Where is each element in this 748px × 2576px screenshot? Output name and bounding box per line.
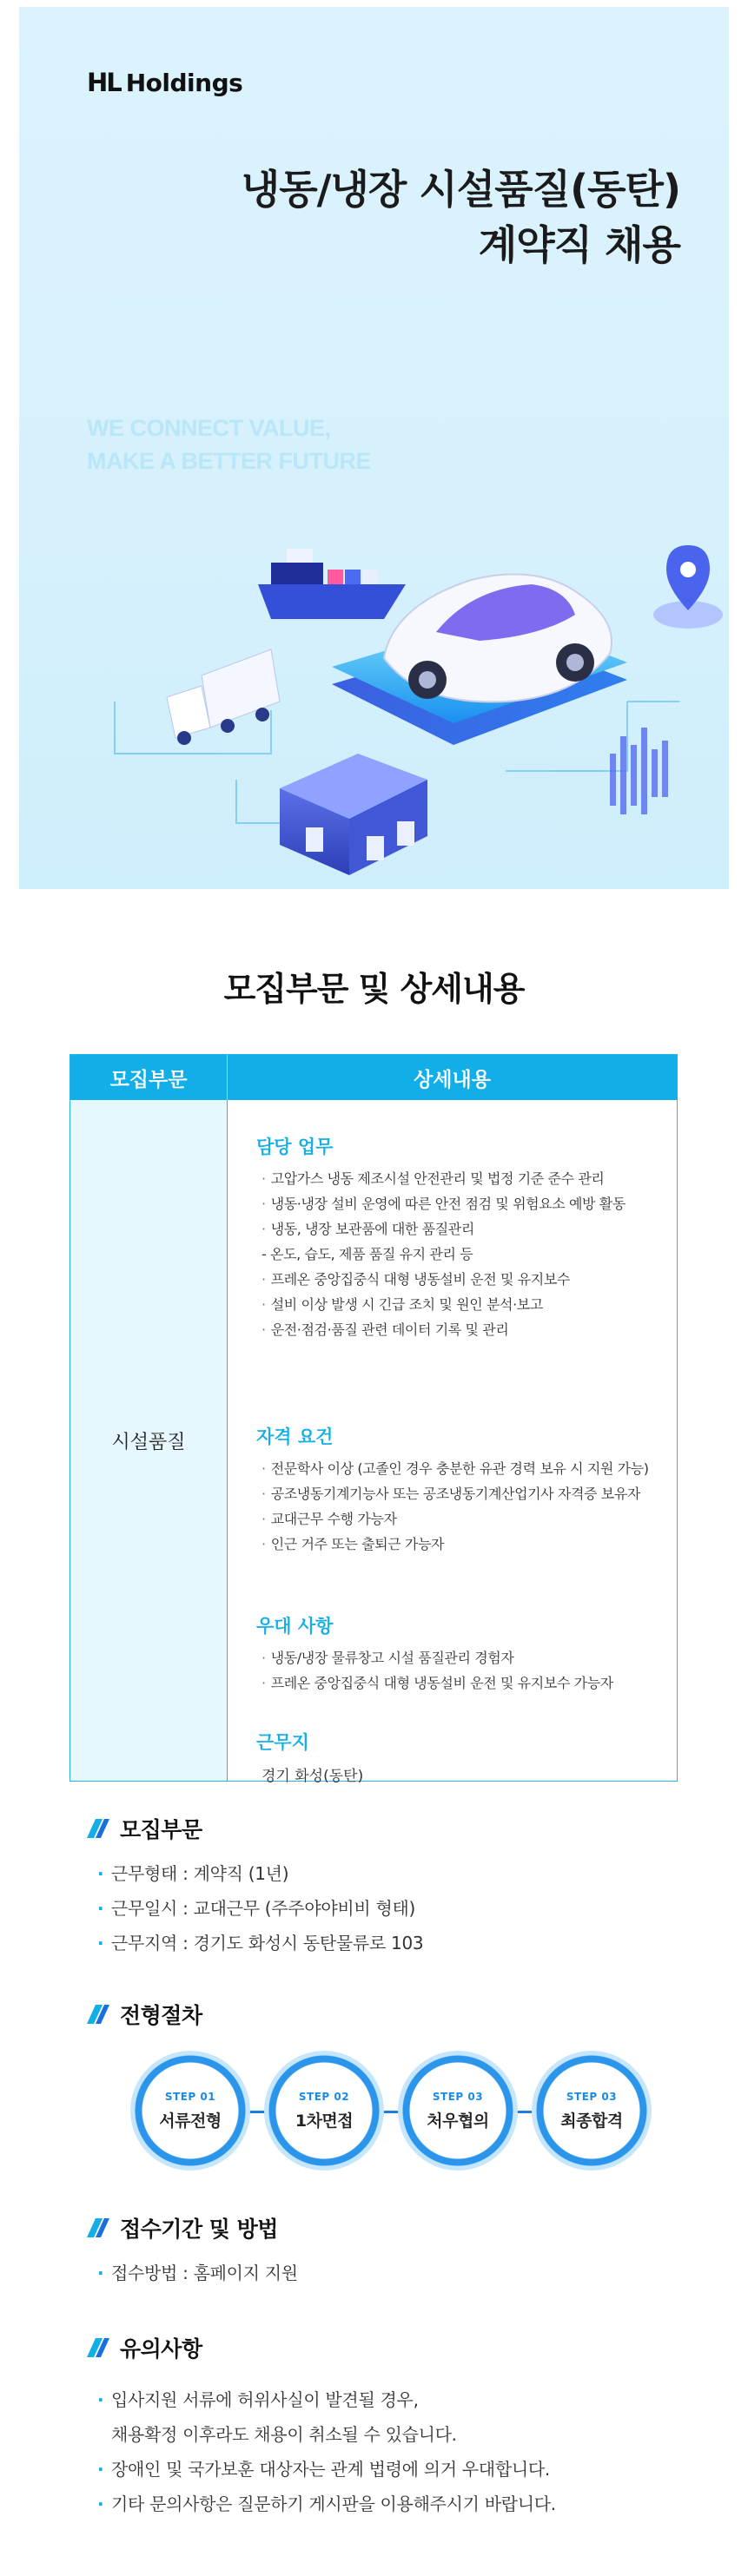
list-item: · 근무형태 : 계약직 (1년) (87, 1856, 423, 1891)
apply-heading: 접수기간 및 방법 (120, 2217, 278, 2242)
logistics-illustration (19, 493, 729, 889)
slash-icon (87, 1817, 109, 1840)
list-item: - 온도, 습도, 제품 품질 유지 관리 등 (261, 1246, 473, 1262)
step-2 (264, 2051, 384, 2171)
step-4 (532, 2051, 652, 2171)
list-item: · 운전·점검·품질 관련 데이터 기록 및 관리 (261, 1321, 509, 1338)
step-label: 1차면접 (295, 2111, 354, 2131)
logo-mark: HL (87, 68, 121, 97)
slash-icon (87, 2003, 109, 2026)
notes-heading: 유의사항 (120, 2336, 202, 2362)
list-item: · 냉동/냉장 물류창고 시설 품질관리 경험자 (261, 1650, 514, 1666)
list-item: · 기타 문의사항은 질문하기 게시판을 이용해주시기 바랍니다. (87, 2487, 556, 2521)
list-item: · 입사지원 서류에 허위사실이 발견될 경우, (87, 2382, 556, 2417)
details-cell (256, 1100, 668, 1785)
list-item: · 설비 이상 발생 시 긴급 조치 및 원인 분석·보고 (261, 1296, 543, 1313)
preferred-list (261, 1645, 613, 1696)
ship-icon (258, 549, 406, 619)
location-pin-icon (653, 545, 723, 629)
recruit-info-heading: 모집부문 (120, 1817, 202, 1842)
header-details: 상세내용 (414, 1068, 491, 1091)
list-item: · 근무지역 : 경기도 화성시 동탄물류로 103 (87, 1926, 423, 1960)
recruit-info-section (87, 1813, 423, 1960)
slogan-line1: WE CONNECT VALUE, (87, 415, 331, 441)
location-heading: 근무지 (256, 1732, 309, 1753)
slash-icon (87, 2336, 109, 2359)
slash-icon (87, 2217, 109, 2239)
logo-text: Holdings (125, 69, 243, 97)
step-label: 서류전형 (159, 2111, 222, 2131)
recruit-table (70, 1054, 678, 1785)
hero-title-line1: 냉동/냉장 시설품질(동탄) (241, 166, 680, 213)
step-label: 최종합격 (560, 2111, 623, 2131)
qualifications-heading: 자격 요건 (256, 1426, 334, 1447)
apply-section (87, 2212, 298, 2290)
step-1 (130, 2051, 250, 2171)
list-item: · 전문학사 이상 (고졸인 경우 충분한 유관 경력 보유 시 지원 가능) (261, 1460, 649, 1477)
steps-connector (191, 2111, 591, 2113)
qualifications-list (261, 1456, 649, 1557)
list-item: · 장애인 및 국가보훈 대상자는 관계 법령에 의거 우대합니다. (87, 2452, 556, 2487)
list-item: · 프레온 중앙집중식 대형 냉동설비 운전 및 유지보수 가능자 (261, 1675, 613, 1691)
hero-title (242, 161, 680, 273)
hero-slogan (87, 412, 371, 478)
hero-title-line2: 계약직 채용 (478, 221, 680, 268)
list-item-continuation: 채용확정 이후라도 채용이 취소될 수 있습니다. (111, 2424, 457, 2445)
truck-icon (167, 649, 280, 745)
preferred-heading: 우대 사항 (256, 1616, 334, 1637)
list-item: · 냉동, 냉장 보관품에 대한 품질관리 (261, 1221, 474, 1237)
list-item: · 교대근무 수행 가능자 (261, 1511, 397, 1527)
process-section (87, 1999, 202, 2030)
warehouse-icon (280, 754, 427, 875)
duties-heading: 담당 업무 (256, 1136, 334, 1157)
category-cell: 시설품질 (70, 1100, 228, 1781)
list-item: · 공조냉동기계기능사 또는 공조냉동기계산업기사 자격증 보유자 (261, 1486, 640, 1502)
step-number: STEP 01 (164, 2090, 216, 2103)
step-label: 처우협의 (427, 2111, 489, 2131)
list-item: · 인근 거주 또는 출퇴근 가능자 (261, 1536, 445, 1552)
slogan-line2: MAKE A BETTER FUTURE (87, 448, 371, 474)
list-item: · 고압가스 냉동 제조시설 안전관리 및 법정 기준 준수 관리 (261, 1170, 605, 1187)
duties-list (261, 1166, 626, 1342)
step-number: STEP 03 (432, 2090, 484, 2103)
table-header (70, 1055, 677, 1100)
recruit-section-title: 모집부문 및 상세내용 (223, 970, 525, 1008)
notes-list (87, 2382, 556, 2521)
list-item: · 접수방법 : 홈페이지 지원 (87, 2256, 298, 2290)
apply-list (87, 2256, 298, 2290)
notes-section (87, 2332, 556, 2521)
list-item: · 프레온 중앙집중식 대형 냉동설비 운전 및 유지보수 (261, 1271, 570, 1288)
list-item: · 냉동·냉장 설비 운영에 따른 안전 점검 및 위험요소 예방 활동 (261, 1196, 626, 1212)
step-number: STEP 03 (566, 2090, 618, 2103)
step-3 (398, 2051, 518, 2171)
step-number: STEP 02 (298, 2090, 350, 2103)
process-heading: 전형절차 (120, 2003, 202, 2028)
header-category: 모집부문 (70, 1055, 228, 1100)
process-steps (130, 2051, 652, 2172)
list-item: · 근무일시 : 교대근무 (주주야야비비 형태) (87, 1891, 423, 1926)
hero-banner (19, 7, 729, 889)
recruit-info-list (87, 1856, 423, 1960)
company-logo (87, 68, 242, 97)
location-text: 경기 화성(동탄) (261, 1768, 364, 1785)
